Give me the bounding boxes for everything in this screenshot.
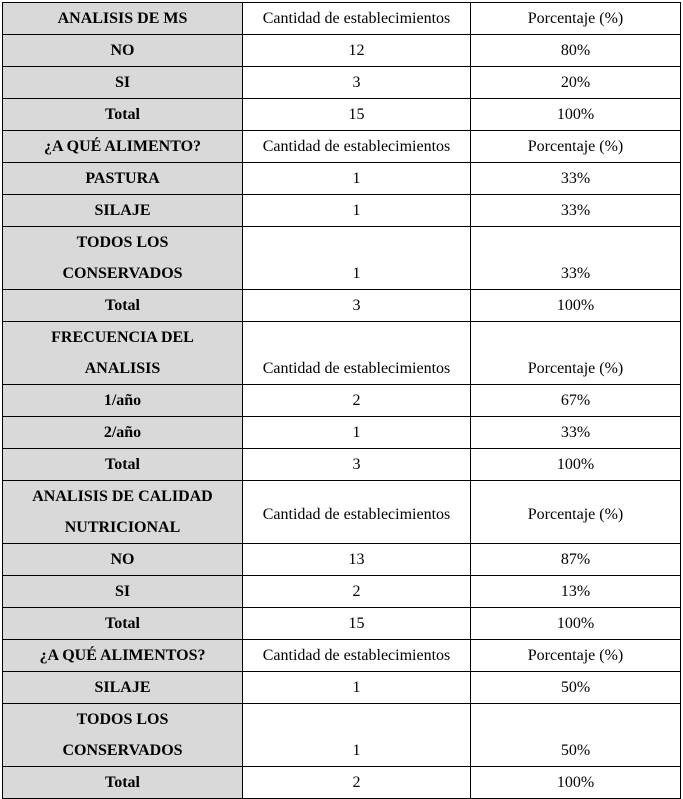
row-label-line: CONSERVADOS bbox=[62, 742, 183, 759]
table-row bbox=[3, 704, 681, 767]
table-row bbox=[3, 576, 681, 608]
row-label-line: NO bbox=[110, 42, 135, 59]
table-row bbox=[3, 385, 681, 417]
section-header-row bbox=[3, 640, 681, 672]
section-title-line: FRECUENCIA DEL bbox=[51, 329, 194, 346]
row-label-line: SILAJE bbox=[94, 679, 151, 696]
count-column-header: Cantidad de establecimientos bbox=[243, 640, 471, 672]
section-title bbox=[3, 640, 243, 672]
section-title bbox=[3, 131, 243, 163]
section-title-line: NUTRICIONAL bbox=[64, 519, 181, 536]
percent-cell: 50% bbox=[471, 672, 681, 704]
table-row bbox=[3, 35, 681, 67]
count-cell: 13 bbox=[243, 544, 471, 576]
row-label-line: Total bbox=[105, 456, 140, 473]
percent-cell: 50% bbox=[471, 704, 681, 767]
row-label-line: NO bbox=[110, 551, 135, 568]
row-label-line: TODOS LOS bbox=[76, 234, 169, 251]
percent-cell: 33% bbox=[471, 417, 681, 449]
percent-cell: 20% bbox=[471, 67, 681, 99]
table-row bbox=[3, 608, 681, 640]
row-label bbox=[3, 608, 243, 640]
table-row bbox=[3, 99, 681, 131]
count-cell: 1 bbox=[243, 417, 471, 449]
section-title-line: ANALISIS DE CALIDAD bbox=[32, 488, 213, 505]
count-cell: 3 bbox=[243, 290, 471, 322]
row-label bbox=[3, 67, 243, 99]
percent-cell: 13% bbox=[471, 576, 681, 608]
section-header-row bbox=[3, 322, 681, 385]
percent-cell: 100% bbox=[471, 449, 681, 481]
section-header-row bbox=[3, 3, 681, 35]
count-cell: 1 bbox=[243, 227, 471, 290]
count-cell: 2 bbox=[243, 576, 471, 608]
table-row bbox=[3, 163, 681, 195]
count-cell: 3 bbox=[243, 449, 471, 481]
row-label-line: CONSERVADOS bbox=[62, 265, 183, 282]
row-label bbox=[3, 227, 243, 290]
count-cell: 15 bbox=[243, 608, 471, 640]
survey-table-body bbox=[3, 3, 681, 799]
section-title-line: ANALISIS bbox=[84, 360, 161, 377]
row-label-line: 1/año bbox=[103, 392, 142, 409]
table-row bbox=[3, 67, 681, 99]
row-label-line: 2/año bbox=[103, 424, 142, 441]
table-row bbox=[3, 544, 681, 576]
section-title-line: ¿A QUÉ ALIMENTOS? bbox=[39, 647, 206, 664]
count-cell: 1 bbox=[243, 672, 471, 704]
section-title-line: ¿A QUÉ ALIMENTO? bbox=[43, 138, 202, 155]
count-cell: 15 bbox=[243, 99, 471, 131]
count-cell: 2 bbox=[243, 385, 471, 417]
count-cell: 1 bbox=[243, 163, 471, 195]
row-label bbox=[3, 195, 243, 227]
row-label-line: SI bbox=[114, 74, 131, 91]
row-label bbox=[3, 576, 243, 608]
percent-cell: 33% bbox=[471, 163, 681, 195]
row-label-line: SI bbox=[114, 583, 131, 600]
count-cell: 3 bbox=[243, 67, 471, 99]
table-row bbox=[3, 227, 681, 290]
row-label-line: SILAJE bbox=[94, 202, 151, 219]
row-label bbox=[3, 672, 243, 704]
section-header-row bbox=[3, 481, 681, 544]
count-column-header: Cantidad de establecimientos bbox=[243, 481, 471, 544]
percent-column-header: Porcentaje (%) bbox=[471, 481, 681, 544]
row-label bbox=[3, 704, 243, 767]
percent-cell: 33% bbox=[471, 227, 681, 290]
percent-cell: 80% bbox=[471, 35, 681, 67]
section-title bbox=[3, 481, 243, 544]
percent-column-header: Porcentaje (%) bbox=[471, 322, 681, 385]
table-row bbox=[3, 195, 681, 227]
percent-cell: 67% bbox=[471, 385, 681, 417]
table-row bbox=[3, 449, 681, 481]
percent-cell: 100% bbox=[471, 99, 681, 131]
percent-cell: 100% bbox=[471, 290, 681, 322]
count-cell: 1 bbox=[243, 704, 471, 767]
row-label bbox=[3, 99, 243, 131]
row-label-line: Total bbox=[105, 615, 140, 632]
percent-column-header: Porcentaje (%) bbox=[471, 131, 681, 163]
row-label bbox=[3, 290, 243, 322]
row-label-line: TODOS LOS bbox=[76, 711, 169, 728]
row-label bbox=[3, 544, 243, 576]
percent-cell: 100% bbox=[471, 767, 681, 799]
row-label bbox=[3, 163, 243, 195]
row-label-line: Total bbox=[105, 774, 140, 791]
survey-table bbox=[2, 2, 681, 799]
percent-cell: 33% bbox=[471, 195, 681, 227]
table-row bbox=[3, 417, 681, 449]
count-cell: 2 bbox=[243, 767, 471, 799]
row-label-line: Total bbox=[105, 297, 140, 314]
count-cell: 12 bbox=[243, 35, 471, 67]
count-column-header: Cantidad de establecimientos bbox=[243, 3, 471, 35]
section-header-row bbox=[3, 131, 681, 163]
row-label-line: Total bbox=[105, 106, 140, 123]
row-label bbox=[3, 417, 243, 449]
count-cell: 1 bbox=[243, 195, 471, 227]
row-label-line: PASTURA bbox=[85, 170, 160, 187]
section-title bbox=[3, 3, 243, 35]
count-column-header: Cantidad de establecimientos bbox=[243, 131, 471, 163]
section-title-line: ANALISIS DE MS bbox=[57, 10, 188, 27]
percent-column-header: Porcentaje (%) bbox=[471, 3, 681, 35]
count-column-header: Cantidad de establecimientos bbox=[243, 322, 471, 385]
table-row bbox=[3, 672, 681, 704]
row-label bbox=[3, 449, 243, 481]
row-label bbox=[3, 35, 243, 67]
percent-cell: 100% bbox=[471, 608, 681, 640]
section-title bbox=[3, 322, 243, 385]
row-label bbox=[3, 385, 243, 417]
percent-cell: 87% bbox=[471, 544, 681, 576]
table-row bbox=[3, 290, 681, 322]
percent-column-header: Porcentaje (%) bbox=[471, 640, 681, 672]
